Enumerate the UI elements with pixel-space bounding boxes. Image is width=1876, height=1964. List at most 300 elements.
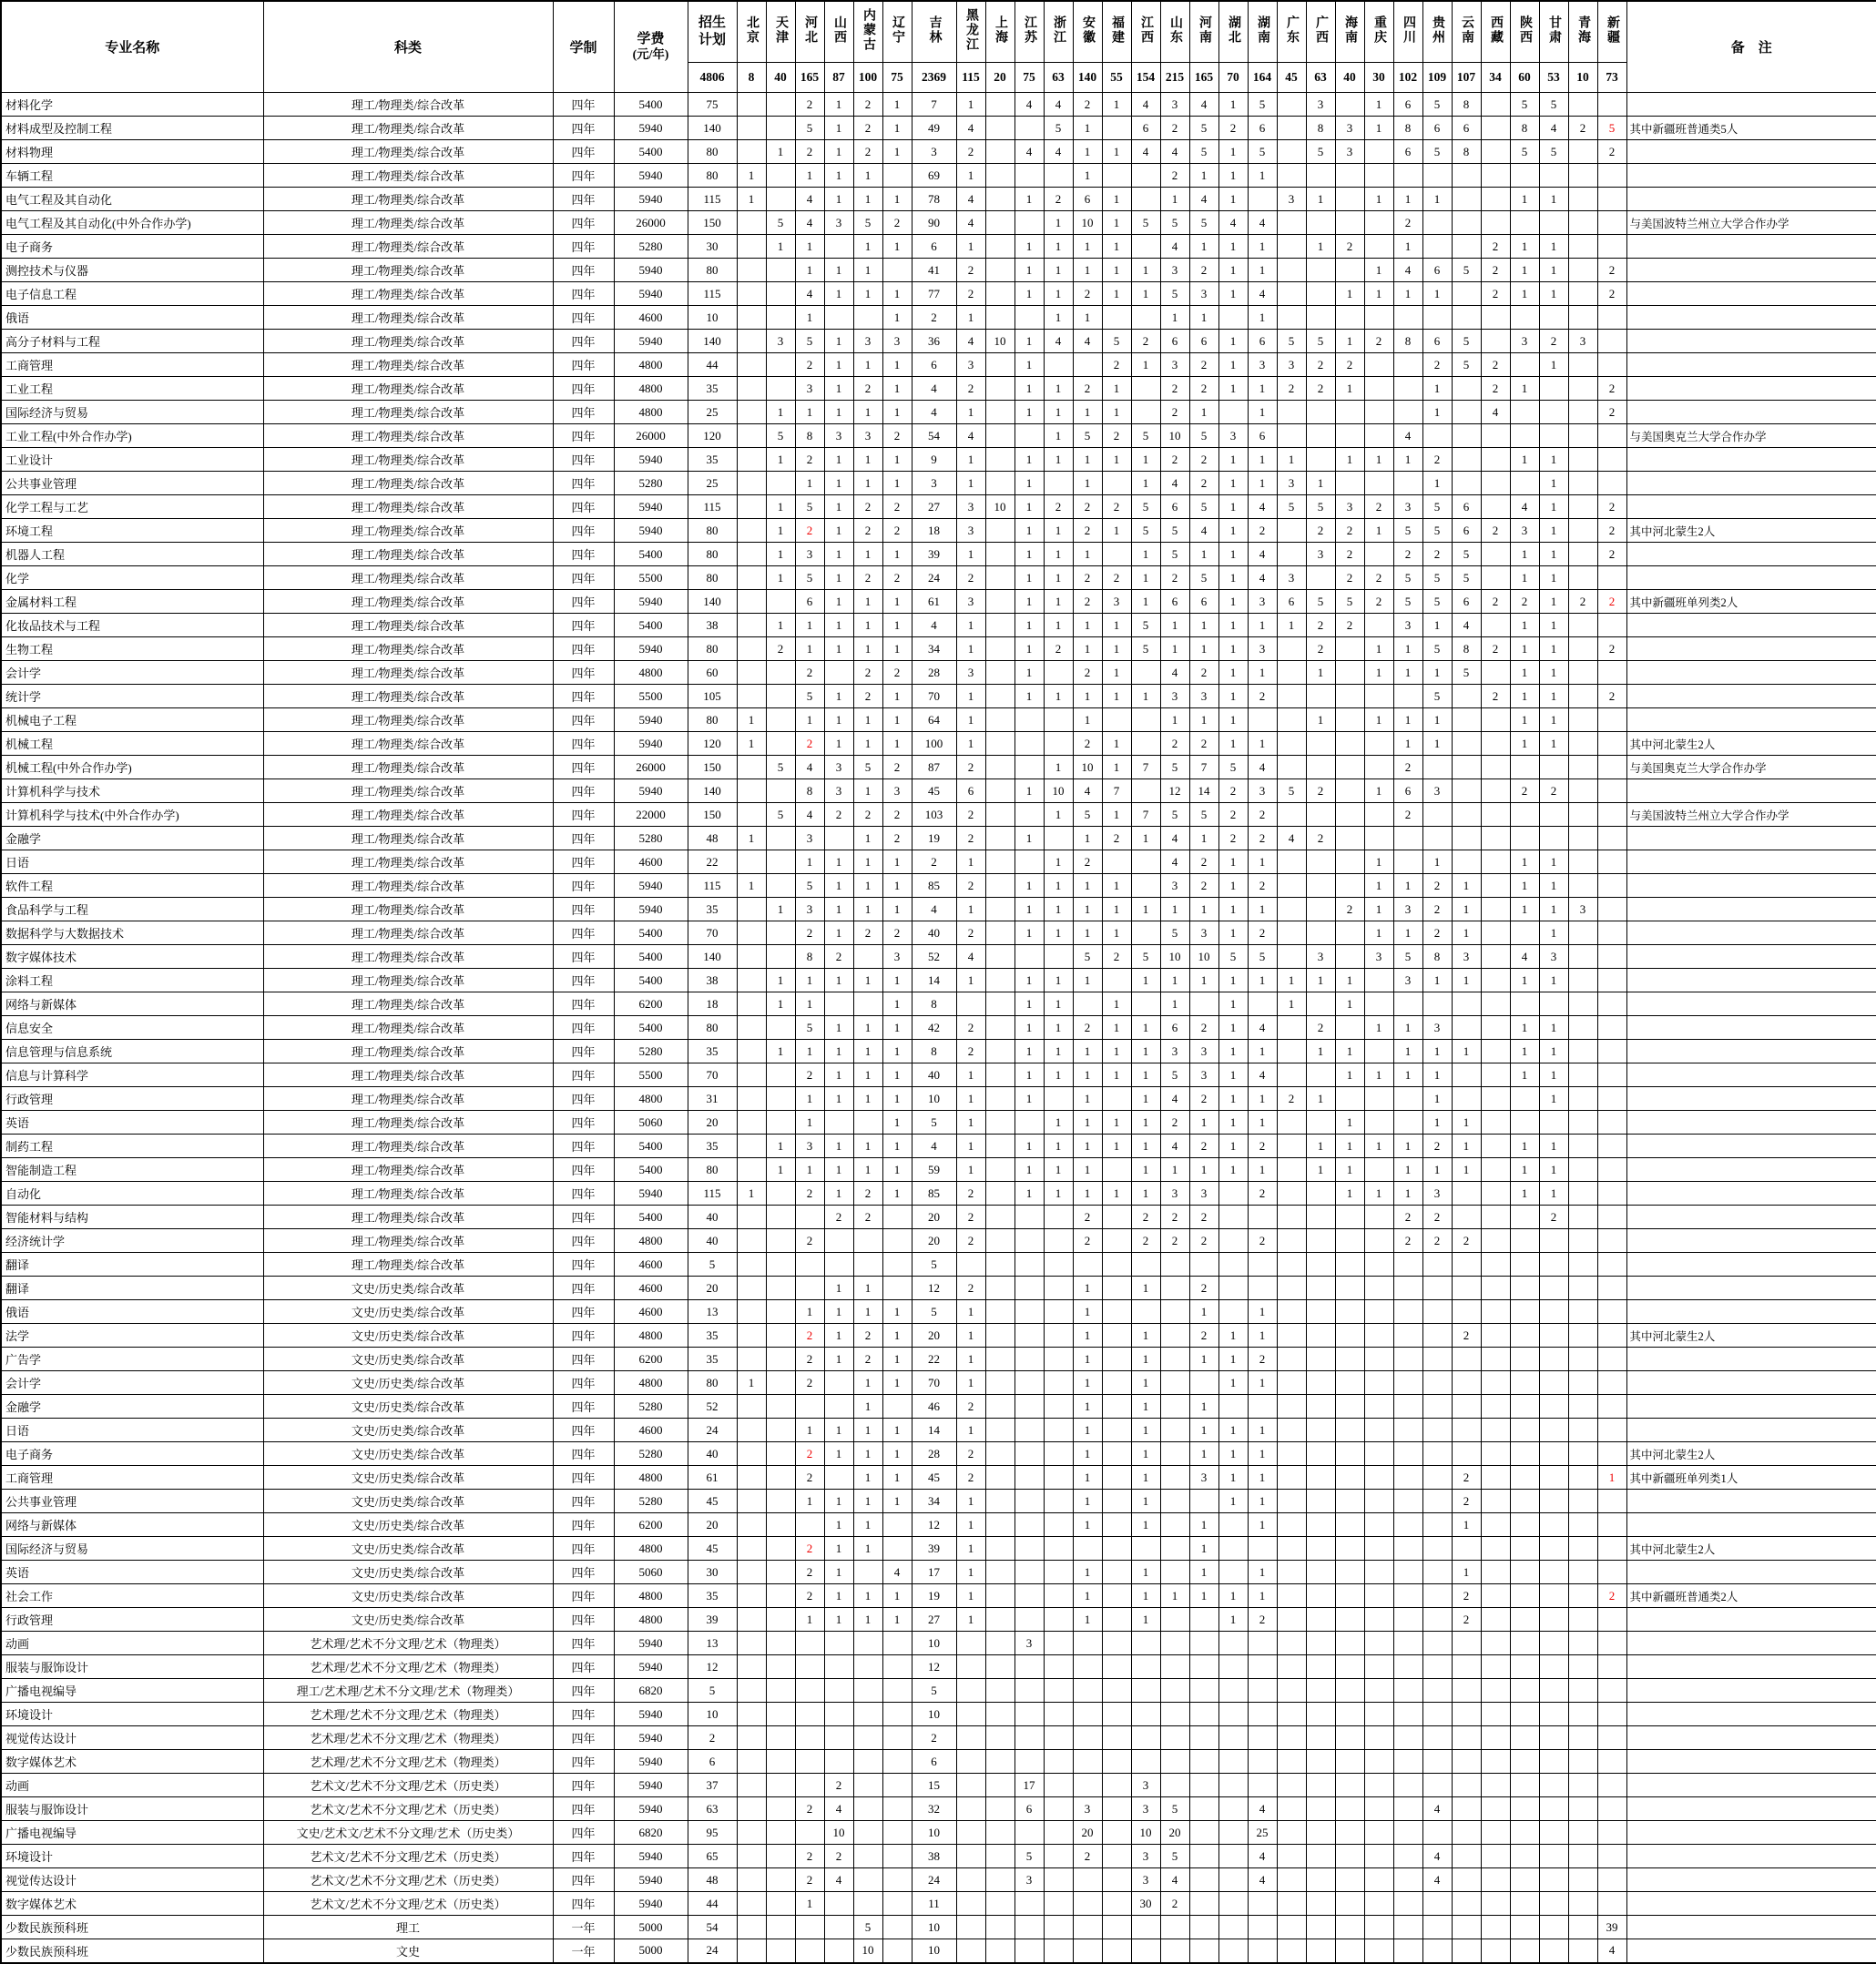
- quota-cell-neimenggu: 1: [853, 827, 882, 850]
- plan-cell: 35: [688, 1584, 737, 1608]
- quota-cell-yunnan: [1452, 1419, 1481, 1442]
- quota-cell-heilongjiang: 1: [956, 708, 985, 732]
- major-name-cell: 广告学: [1, 1348, 263, 1371]
- quota-cell-guangdong: 1: [1277, 614, 1306, 637]
- quota-cell-henan: 1: [1189, 1348, 1218, 1371]
- quota-cell-shandong: [1160, 1300, 1189, 1324]
- quota-cell-jilin: 4: [912, 377, 956, 401]
- quota-cell-hunan: [1248, 188, 1277, 211]
- quota-cell-sichuan: [1393, 1845, 1422, 1868]
- quota-cell-shaanxi: [1510, 306, 1539, 330]
- quota-cell-qinghai: [1568, 1111, 1597, 1135]
- quota-cell-shanxi: 1: [824, 1419, 853, 1442]
- plan-cell: 48: [688, 827, 737, 850]
- quota-cell-hubei: 1: [1218, 874, 1248, 898]
- category-cell: 理工/物理类/综合改革: [263, 661, 553, 685]
- tuition-cell: 5940: [614, 1655, 688, 1679]
- remark-cell: [1626, 1395, 1876, 1419]
- major-name-cell: 工业工程(中外合作办学): [1, 424, 263, 448]
- quota-cell-jilin: 70: [912, 685, 956, 708]
- quota-cell-yunnan: 2: [1452, 1584, 1481, 1608]
- duration-cell: 四年: [553, 590, 614, 614]
- quota-cell-jiangxi: 1: [1131, 1182, 1160, 1206]
- remark-cell: [1626, 1632, 1876, 1655]
- quota-cell-xizang: [1481, 1490, 1510, 1513]
- quota-cell-beijing: [737, 495, 766, 519]
- header-tuition: [614, 1, 688, 93]
- quota-cell-heilongjiang: [956, 992, 985, 1016]
- quota-cell-jiangsu: [1014, 1750, 1044, 1774]
- quota-cell-jilin: 12: [912, 1277, 956, 1300]
- remark-cell: [1626, 188, 1876, 211]
- quota-cell-shanghai: [985, 1845, 1014, 1868]
- tuition-cell: 5400: [614, 1206, 688, 1229]
- quota-cell-hubei: 1: [1218, 543, 1248, 566]
- quota-cell-xizang: [1481, 1229, 1510, 1253]
- quota-cell-liaoning: 3: [882, 945, 912, 969]
- quota-cell-tianjin: [766, 472, 795, 495]
- quota-cell-anhui: 2: [1073, 1229, 1102, 1253]
- quota-cell-hunan: [1248, 1253, 1277, 1277]
- major-name-cell: 俄语: [1, 1300, 263, 1324]
- quota-cell-neimenggu: [853, 1892, 882, 1916]
- quota-cell-guangxi: [1306, 1608, 1335, 1632]
- total-guangdong: 45: [1277, 63, 1306, 93]
- quota-cell-hebei: 1: [795, 235, 824, 259]
- plan-cell: 150: [688, 756, 737, 779]
- quota-cell-gansu: [1539, 424, 1568, 448]
- quota-cell-guangxi: [1306, 1182, 1335, 1206]
- quota-cell-hubei: 3: [1218, 424, 1248, 448]
- quota-cell-liaoning: 2: [882, 424, 912, 448]
- quota-cell-jiangsu: 1: [1014, 282, 1044, 306]
- quota-cell-hebei: 8: [795, 945, 824, 969]
- quota-cell-gansu: [1539, 827, 1568, 850]
- quota-cell-fujian: [1102, 1490, 1131, 1513]
- quota-cell-jiangxi: 5: [1131, 614, 1160, 637]
- quota-cell-shanghai: [985, 235, 1014, 259]
- quota-cell-guangxi: [1306, 1111, 1335, 1135]
- quota-cell-heilongjiang: 4: [956, 211, 985, 235]
- province-label-xinjiang: 新疆: [1606, 15, 1619, 45]
- quota-cell-qinghai: [1568, 637, 1597, 661]
- quota-cell-xizang: [1481, 1253, 1510, 1277]
- quota-cell-sichuan: [1393, 685, 1422, 708]
- quota-cell-shanxi: 1: [824, 1324, 853, 1348]
- major-row: [1, 756, 1876, 779]
- quota-cell-hunan: 1: [1248, 1490, 1277, 1513]
- plan-cell: 80: [688, 708, 737, 732]
- duration-cell: 四年: [553, 566, 614, 590]
- quota-cell-gansu: [1539, 1774, 1568, 1797]
- quota-cell-qinghai: [1568, 1679, 1597, 1703]
- quota-cell-zhejiang: 1: [1044, 211, 1073, 235]
- quota-cell-hunan: 1: [1248, 472, 1277, 495]
- quota-cell-guangxi: [1306, 1229, 1335, 1253]
- quota-cell-hubei: [1218, 1703, 1248, 1726]
- quota-cell-anhui: 1: [1073, 1087, 1102, 1111]
- plan-cell: 150: [688, 803, 737, 827]
- quota-cell-guangxi: [1306, 756, 1335, 779]
- quota-cell-sichuan: [1393, 850, 1422, 874]
- quota-cell-jiangsu: 1: [1014, 1063, 1044, 1087]
- quota-cell-liaoning: [882, 1892, 912, 1916]
- quota-cell-jilin: 69: [912, 164, 956, 188]
- quota-cell-guangdong: [1277, 1324, 1306, 1348]
- quota-cell-qinghai: [1568, 1561, 1597, 1584]
- major-row: [1, 353, 1876, 377]
- quota-cell-guizhou: [1422, 211, 1452, 235]
- quota-cell-henan: [1189, 1679, 1218, 1703]
- quota-cell-jilin: 70: [912, 1371, 956, 1395]
- quota-cell-chongqing: [1364, 685, 1393, 708]
- quota-cell-hunan: 1: [1248, 1513, 1277, 1537]
- quota-cell-jiangxi: [1131, 306, 1160, 330]
- quota-cell-zhejiang: 1: [1044, 1063, 1073, 1087]
- total-yunnan: 107: [1452, 63, 1481, 93]
- quota-cell-yunnan: [1452, 1348, 1481, 1371]
- quota-cell-hunan: 1: [1248, 1040, 1277, 1063]
- category-cell: 理工/物理类/综合改革: [263, 708, 553, 732]
- quota-cell-yunnan: 1: [1452, 898, 1481, 921]
- quota-cell-shandong: 3: [1160, 259, 1189, 282]
- quota-cell-anhui: [1073, 1703, 1102, 1726]
- quota-cell-henan: [1189, 1371, 1218, 1395]
- quota-cell-guangdong: [1277, 211, 1306, 235]
- quota-cell-hubei: [1218, 1679, 1248, 1703]
- major-name-cell: 金融学: [1, 1395, 263, 1419]
- quota-cell-heilongjiang: 2: [956, 1442, 985, 1466]
- quota-cell-chongqing: [1364, 1324, 1393, 1348]
- total-gansu: 53: [1539, 63, 1568, 93]
- quota-cell-hunan: 1: [1248, 1324, 1277, 1348]
- quota-cell-shanxi: 1: [824, 495, 853, 519]
- quota-cell-sichuan: 1: [1393, 1135, 1422, 1158]
- quota-cell-shanghai: [985, 1442, 1014, 1466]
- quota-cell-xizang: [1481, 850, 1510, 874]
- quota-cell-shaanxi: [1510, 827, 1539, 850]
- header-province-tianjin: [766, 1, 795, 63]
- tuition-cell: 4800: [614, 661, 688, 685]
- duration-cell: 四年: [553, 1206, 614, 1229]
- quota-cell-beijing: [737, 1750, 766, 1774]
- header-province-hebei: [795, 1, 824, 63]
- major-row: [1, 1655, 1876, 1679]
- quota-cell-xinjiang: [1597, 969, 1626, 992]
- quota-cell-fujian: 2: [1102, 424, 1131, 448]
- quota-cell-beijing: [737, 1584, 766, 1608]
- quota-cell-shaanxi: [1510, 1939, 1539, 1963]
- quota-cell-liaoning: [882, 1916, 912, 1939]
- quota-cell-heilongjiang: 3: [956, 495, 985, 519]
- header-province-zhejiang: [1044, 1, 1073, 63]
- quota-cell-beijing: [737, 211, 766, 235]
- quota-cell-shanghai: [985, 259, 1014, 282]
- quota-cell-heilongjiang: 2: [956, 827, 985, 850]
- major-row: [1, 495, 1876, 519]
- quota-cell-hebei: 2: [795, 1182, 824, 1206]
- major-name-cell: 电气工程及其自动化(中外合作办学): [1, 211, 263, 235]
- quota-cell-shanghai: [985, 1016, 1014, 1040]
- quota-cell-neimenggu: [853, 945, 882, 969]
- quota-cell-shaanxi: [1510, 1087, 1539, 1111]
- quota-cell-anhui: [1073, 353, 1102, 377]
- total-shanghai: 20: [985, 63, 1014, 93]
- quota-cell-sichuan: 1: [1393, 1063, 1422, 1087]
- quota-cell-tianjin: [766, 306, 795, 330]
- quota-cell-hubei: 5: [1218, 945, 1248, 969]
- quota-cell-shaanxi: [1510, 1490, 1539, 1513]
- quota-cell-hainan: [1335, 827, 1364, 850]
- quota-cell-hebei: 1: [795, 614, 824, 637]
- quota-cell-jiangsu: [1014, 164, 1044, 188]
- quota-cell-qinghai: [1568, 1300, 1597, 1324]
- quota-cell-henan: [1189, 1774, 1218, 1797]
- plan-cell: 80: [688, 1016, 737, 1040]
- quota-cell-guangxi: [1306, 424, 1335, 448]
- quota-cell-qinghai: [1568, 1277, 1597, 1300]
- quota-cell-qinghai: [1568, 472, 1597, 495]
- major-row: [1, 945, 1876, 969]
- quota-cell-qinghai: [1568, 1016, 1597, 1040]
- quota-cell-guizhou: [1422, 1253, 1452, 1277]
- quota-cell-guangdong: [1277, 164, 1306, 188]
- quota-cell-jiangsu: 1: [1014, 661, 1044, 685]
- quota-cell-hubei: 1: [1218, 1111, 1248, 1135]
- quota-cell-xinjiang: 2: [1597, 377, 1626, 401]
- quota-cell-sichuan: [1393, 1277, 1422, 1300]
- quota-cell-tianjin: [766, 353, 795, 377]
- quota-cell-qinghai: [1568, 93, 1597, 117]
- quota-cell-neimenggu: 2: [853, 140, 882, 164]
- quota-cell-liaoning: 2: [882, 921, 912, 945]
- header-province-sichuan: [1393, 1, 1422, 63]
- quota-cell-hubei: 1: [1218, 637, 1248, 661]
- quota-cell-tianjin: 5: [766, 803, 795, 827]
- quota-cell-hebei: 1: [795, 1490, 824, 1513]
- quota-cell-tianjin: [766, 1087, 795, 1111]
- quota-cell-neimenggu: 2: [853, 566, 882, 590]
- category-cell: 理工/物理类/综合改革: [263, 424, 553, 448]
- quota-cell-yunnan: 4: [1452, 614, 1481, 637]
- quota-cell-guizhou: 1: [1422, 850, 1452, 874]
- quota-cell-jiangsu: [1014, 1513, 1044, 1537]
- quota-cell-hebei: 1: [795, 1608, 824, 1632]
- quota-cell-shanghai: [985, 282, 1014, 306]
- quota-cell-hubei: 1: [1218, 685, 1248, 708]
- quota-cell-tianjin: [766, 708, 795, 732]
- tuition-cell: 5940: [614, 1892, 688, 1916]
- quota-cell-hebei: 4: [795, 803, 824, 827]
- quota-cell-gansu: 1: [1539, 495, 1568, 519]
- duration-cell: 四年: [553, 1182, 614, 1206]
- quota-cell-xizang: [1481, 1135, 1510, 1158]
- quota-cell-yunnan: 2: [1452, 1466, 1481, 1490]
- quota-cell-jiangxi: 2: [1131, 1229, 1160, 1253]
- plan-cell: 35: [688, 448, 737, 472]
- quota-cell-qinghai: [1568, 614, 1597, 637]
- quota-cell-guangdong: [1277, 732, 1306, 756]
- quota-cell-guizhou: 1: [1422, 282, 1452, 306]
- quota-cell-shanghai: [985, 1063, 1014, 1087]
- quota-cell-hunan: 1: [1248, 1584, 1277, 1608]
- quota-cell-henan: 2: [1189, 1277, 1218, 1300]
- quota-cell-xizang: [1481, 1774, 1510, 1797]
- quota-cell-guangxi: 1: [1306, 188, 1335, 211]
- quota-cell-shaanxi: 1: [1510, 1182, 1539, 1206]
- quota-cell-zhejiang: [1044, 1845, 1073, 1868]
- quota-cell-hubei: [1218, 1845, 1248, 1868]
- quota-cell-guangxi: 2: [1306, 827, 1335, 850]
- quota-cell-liaoning: [882, 1229, 912, 1253]
- quota-cell-shaanxi: 1: [1510, 1135, 1539, 1158]
- tuition-cell: 5500: [614, 685, 688, 708]
- quota-cell-xizang: [1481, 330, 1510, 353]
- quota-cell-sichuan: 2: [1393, 756, 1422, 779]
- quota-cell-guangdong: [1277, 874, 1306, 898]
- quota-cell-heilongjiang: 1: [956, 235, 985, 259]
- quota-cell-hunan: [1248, 1537, 1277, 1561]
- major-name-cell: 机械工程(中外合作办学): [1, 756, 263, 779]
- quota-cell-beijing: [737, 1016, 766, 1040]
- quota-cell-tianjin: [766, 1442, 795, 1466]
- quota-cell-anhui: 2: [1073, 519, 1102, 543]
- quota-cell-jilin: 4: [912, 1135, 956, 1158]
- quota-cell-anhui: [1073, 1750, 1102, 1774]
- quota-cell-guangxi: [1306, 211, 1335, 235]
- quota-cell-yunnan: 5: [1452, 330, 1481, 353]
- quota-cell-hebei: 6: [795, 590, 824, 614]
- quota-cell-anhui: [1073, 1868, 1102, 1892]
- quota-cell-heilongjiang: 2: [956, 140, 985, 164]
- quota-cell-tianjin: [766, 1395, 795, 1419]
- quota-cell-jiangsu: 1: [1014, 1040, 1044, 1063]
- quota-cell-chongqing: [1364, 1371, 1393, 1395]
- quota-cell-shanghai: [985, 1703, 1014, 1726]
- plan-cell: 40: [688, 1442, 737, 1466]
- duration-cell: 四年: [553, 282, 614, 306]
- quota-cell-jiangsu: 1: [1014, 259, 1044, 282]
- quota-cell-shanghai: [985, 1892, 1014, 1916]
- quota-cell-hubei: 1: [1218, 1466, 1248, 1490]
- quota-cell-sichuan: [1393, 1466, 1422, 1490]
- remark-cell: [1626, 1655, 1876, 1679]
- quota-cell-hainan: 2: [1335, 898, 1364, 921]
- plan-cell: 140: [688, 117, 737, 140]
- quota-cell-shandong: [1160, 1490, 1189, 1513]
- quota-cell-shaanxi: 1: [1510, 543, 1539, 566]
- quota-cell-liaoning: 1: [882, 685, 912, 708]
- tuition-cell: 6200: [614, 1348, 688, 1371]
- quota-cell-hainan: 1: [1335, 448, 1364, 472]
- quota-cell-heilongjiang: 1: [956, 401, 985, 424]
- tuition-cell: 4800: [614, 1324, 688, 1348]
- quota-cell-chongqing: [1364, 424, 1393, 448]
- plan-cell: 95: [688, 1821, 737, 1845]
- major-name-cell: 信息安全: [1, 1016, 263, 1040]
- quota-cell-liaoning: [882, 1632, 912, 1655]
- quota-cell-heilongjiang: 4: [956, 424, 985, 448]
- quota-cell-hainan: [1335, 164, 1364, 188]
- quota-cell-xinjiang: [1597, 614, 1626, 637]
- category-cell: 理工/物理类/综合改革: [263, 1111, 553, 1135]
- remark-cell: [1626, 945, 1876, 969]
- quota-cell-jiangsu: [1014, 1206, 1044, 1229]
- quota-cell-xizang: [1481, 1466, 1510, 1490]
- quota-cell-liaoning: 1: [882, 1135, 912, 1158]
- quota-cell-jiangsu: [1014, 1348, 1044, 1371]
- quota-cell-heilongjiang: 3: [956, 519, 985, 543]
- quota-cell-hunan: 2: [1248, 519, 1277, 543]
- major-name-cell: 信息与计算科学: [1, 1063, 263, 1087]
- quota-cell-zhejiang: 4: [1044, 140, 1073, 164]
- quota-cell-fujian: [1102, 1632, 1131, 1655]
- quota-cell-shaanxi: 1: [1510, 377, 1539, 401]
- plan-cell: 115: [688, 188, 737, 211]
- quota-cell-qinghai: [1568, 424, 1597, 448]
- category-cell: 理工/物理类/综合改革: [263, 1087, 553, 1111]
- quota-cell-guangdong: [1277, 803, 1306, 827]
- quota-cell-guangdong: 1: [1277, 448, 1306, 472]
- quota-cell-shaanxi: 1: [1510, 235, 1539, 259]
- quota-cell-xinjiang: [1597, 1726, 1626, 1750]
- quota-cell-hebei: 5: [795, 566, 824, 590]
- duration-cell: 四年: [553, 1537, 614, 1561]
- quota-cell-shanghai: [985, 353, 1014, 377]
- quota-cell-beijing: [737, 850, 766, 874]
- major-name-cell: 工商管理: [1, 1466, 263, 1490]
- quota-cell-hunan: [1248, 1916, 1277, 1939]
- quota-cell-neimenggu: [853, 1821, 882, 1845]
- quota-cell-jiangxi: 1: [1131, 969, 1160, 992]
- quota-cell-fujian: 1: [1102, 637, 1131, 661]
- quota-cell-jilin: 20: [912, 1206, 956, 1229]
- quota-cell-heilongjiang: 1: [956, 1419, 985, 1442]
- quota-cell-shanxi: 1: [824, 377, 853, 401]
- quota-cell-guizhou: [1422, 1537, 1452, 1561]
- quota-cell-hainan: [1335, 1490, 1364, 1513]
- quota-cell-guangxi: 3: [1306, 543, 1335, 566]
- province-label-qinghai: 青海: [1576, 15, 1590, 45]
- province-label-hebei: 河北: [803, 15, 817, 45]
- quota-cell-zhejiang: [1044, 1916, 1073, 1939]
- quota-cell-neimenggu: 10: [853, 1939, 882, 1963]
- major-row: [1, 188, 1876, 211]
- quota-cell-shanghai: [985, 1537, 1014, 1561]
- quota-cell-hebei: 8: [795, 779, 824, 803]
- quota-cell-jiangsu: 1: [1014, 472, 1044, 495]
- quota-cell-jiangsu: 5: [1014, 1845, 1044, 1868]
- quota-cell-heilongjiang: [956, 1821, 985, 1845]
- province-label-xizang: 西藏: [1489, 15, 1503, 45]
- quota-cell-qinghai: [1568, 1371, 1597, 1395]
- category-cell: 艺术理/艺术不分文理/艺术（物理类）: [263, 1703, 553, 1726]
- quota-cell-guangxi: [1306, 1939, 1335, 1963]
- quota-cell-yunnan: [1452, 1300, 1481, 1324]
- quota-cell-guangdong: [1277, 1774, 1306, 1797]
- quota-cell-shaanxi: [1510, 1561, 1539, 1584]
- quota-cell-fujian: [1102, 1750, 1131, 1774]
- quota-cell-jiangsu: 1: [1014, 188, 1044, 211]
- quota-cell-hunan: 1: [1248, 1442, 1277, 1466]
- quota-cell-yunnan: [1452, 1087, 1481, 1111]
- remark-cell: [1626, 353, 1876, 377]
- plan-cell: 24: [688, 1939, 737, 1963]
- quota-cell-chongqing: [1364, 543, 1393, 566]
- remark-cell: [1626, 1726, 1876, 1750]
- quota-cell-jilin: 103: [912, 803, 956, 827]
- quota-cell-hubei: [1218, 1206, 1248, 1229]
